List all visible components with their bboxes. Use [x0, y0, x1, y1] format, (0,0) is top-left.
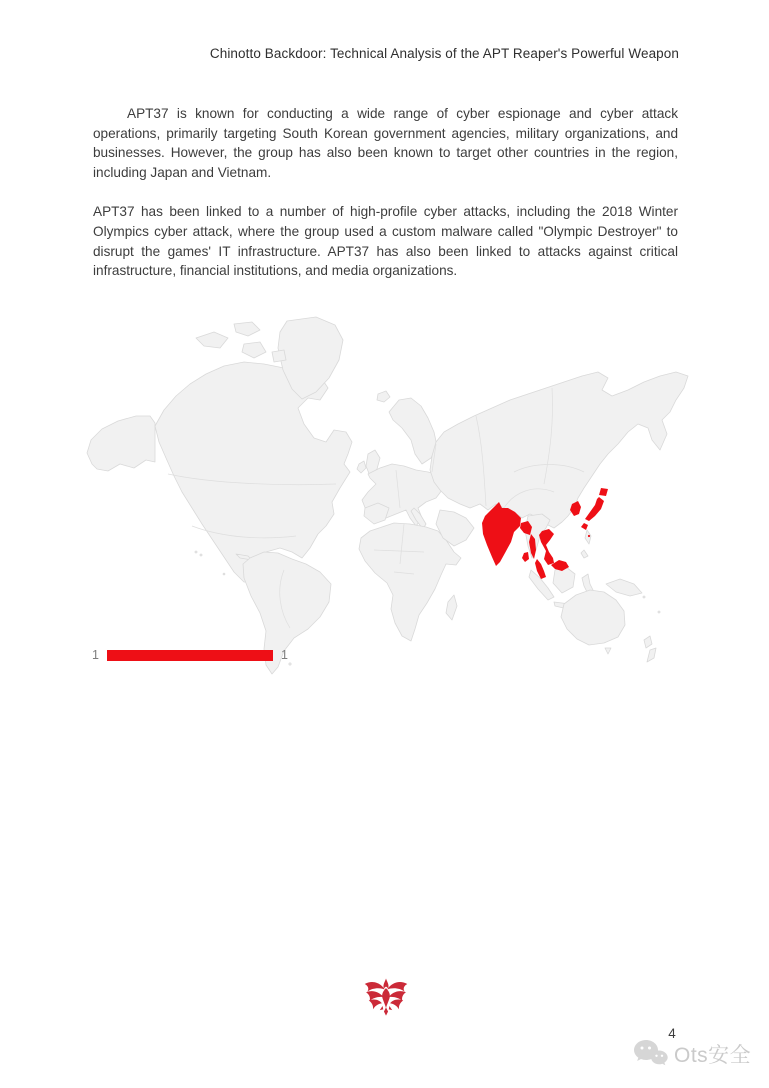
world-map-figure [84, 312, 696, 684]
country-japan-honshu [585, 497, 604, 521]
country-vietnam [539, 529, 554, 565]
country-japan-islet [588, 535, 590, 537]
world-map [84, 312, 696, 684]
watermark [633, 1038, 751, 1070]
paragraph-apt37-overview: APT37 is known for conducting a wide range of cyber espionage and cyber attack operations, primarily targeting South Korean government agencies, military organizations, and businesses. However, the group has also been known to target other countries in the region, including Japan and Vietnam. [93, 106, 678, 180]
paragraph-apt37-attacks: APT37 has been linked to a number of high-profile cyber attacks, including the 2018 Winter Olympics cyber attack, where the group used a custom malware called "Olympic Destroyer" to disrupt the games' IT infrastructure. APT37 has also been linked to attacks against critical infrastructure, financial institutions, and media organizations. [93, 204, 678, 279]
map-land [87, 317, 688, 674]
article-body [93, 104, 678, 301]
page-number: 4 [668, 1026, 676, 1041]
map-legend [92, 648, 288, 662]
country-sri-lanka [522, 552, 529, 562]
country-japan-kyushu [581, 523, 588, 530]
legend-min-label: 1 [92, 648, 99, 662]
watermark-label: Ots安全 [674, 1044, 752, 1067]
legend-color-bar [107, 650, 273, 661]
wechat-icon [633, 1038, 669, 1070]
legend-max-label: 1 [280, 648, 288, 662]
page-header-title: Chinotto Backdoor: Technical Analysis of the APT Reaper's Powerful Weapon [209, 46, 679, 61]
phoenix-logo-icon [364, 976, 408, 1018]
country-japan-hokkaido [599, 488, 608, 496]
